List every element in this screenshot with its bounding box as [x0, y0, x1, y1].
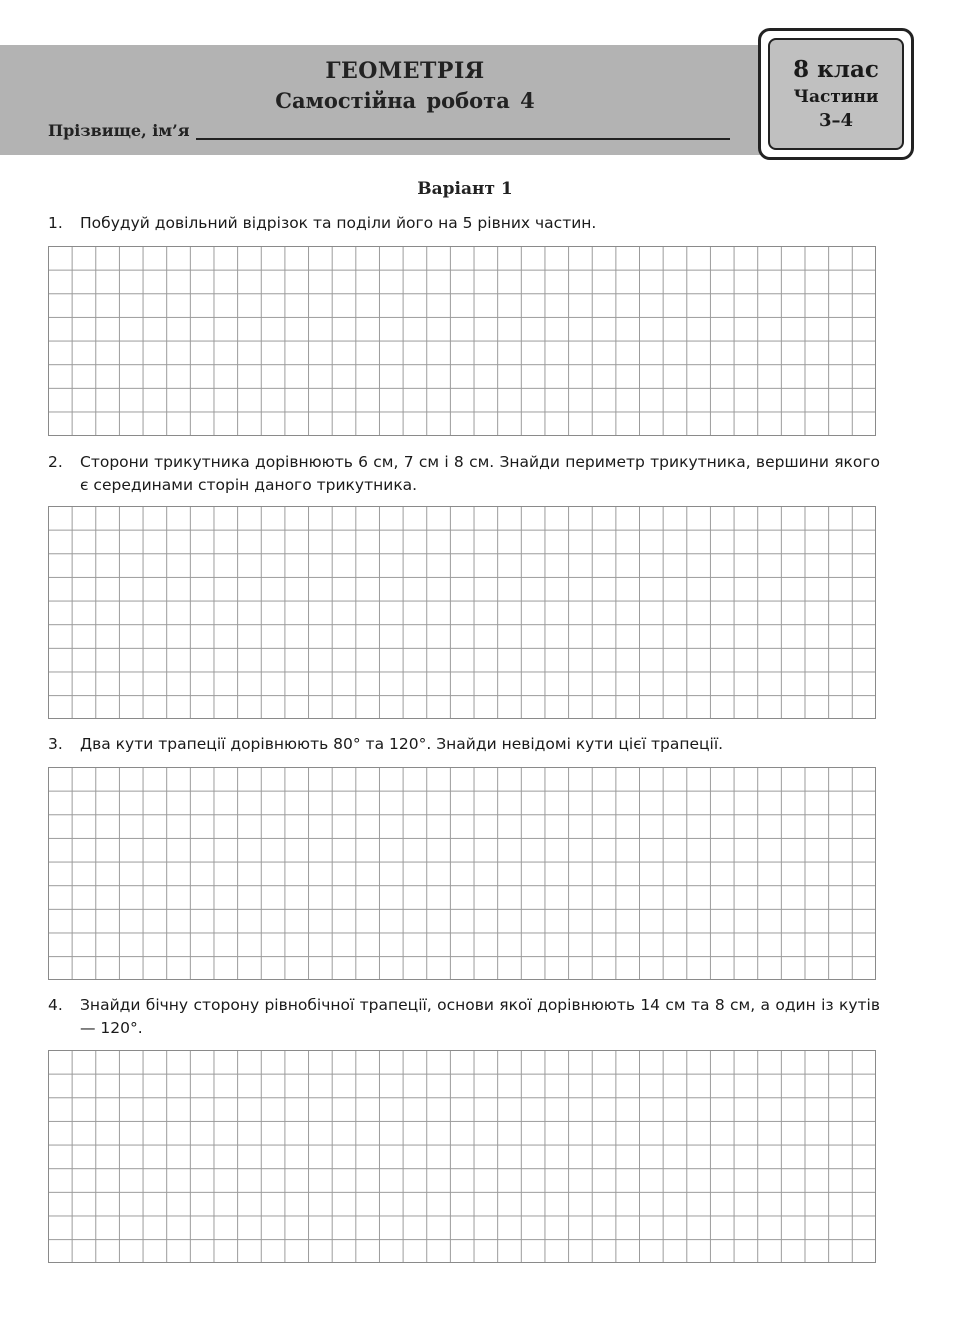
task-text: Два кути трапеції дорівнюють 80° та 120°. Знайди невідомі кути цієї трапеції.: [80, 735, 724, 753]
answer-grid-3[interactable]: [48, 767, 876, 980]
badge-parts-range: 3–4: [818, 110, 854, 131]
task-text: Сторони трикутника дорівнюють 6 см, 7 см і 8 см. Знайди периметр трикутника, вершини якого є серединами сторін даного трикутника.: [80, 453, 880, 494]
variant-heading: Варіант 1: [417, 179, 513, 199]
task-1: [48, 212, 880, 235]
badge-grade: 8 клас: [793, 56, 879, 83]
badge-parts-label: Частини: [793, 87, 879, 107]
name-row: [48, 120, 730, 140]
work-title: Самостійна робота 4: [275, 88, 535, 113]
answer-grid-2[interactable]: [48, 506, 876, 719]
answer-grid-4[interactable]: [48, 1050, 876, 1263]
task-number: 1.: [48, 214, 63, 232]
task-number: 2.: [48, 453, 63, 471]
grade-badge-inner: [768, 38, 904, 150]
task-text: Знайди бічну сторону рівнобічної трапеції, основи якої дорівнюють 14 см та 8 см, а один із кутів — 120°.: [80, 996, 880, 1037]
name-label: Прізвище, ім’я: [48, 121, 190, 140]
grade-badge: [758, 28, 914, 160]
answer-grid-1[interactable]: [48, 246, 876, 436]
task-4: [48, 994, 880, 1040]
task-number: 4.: [48, 996, 63, 1014]
task-2: [48, 451, 880, 497]
task-3: [48, 733, 880, 756]
name-field-line[interactable]: [196, 120, 730, 140]
subject-title: ГЕОМЕТРІЯ: [325, 58, 485, 84]
task-number: 3.: [48, 735, 63, 753]
task-text: Побудуй довільний відрізок та поділи його на 5 рівних частин.: [80, 214, 597, 232]
